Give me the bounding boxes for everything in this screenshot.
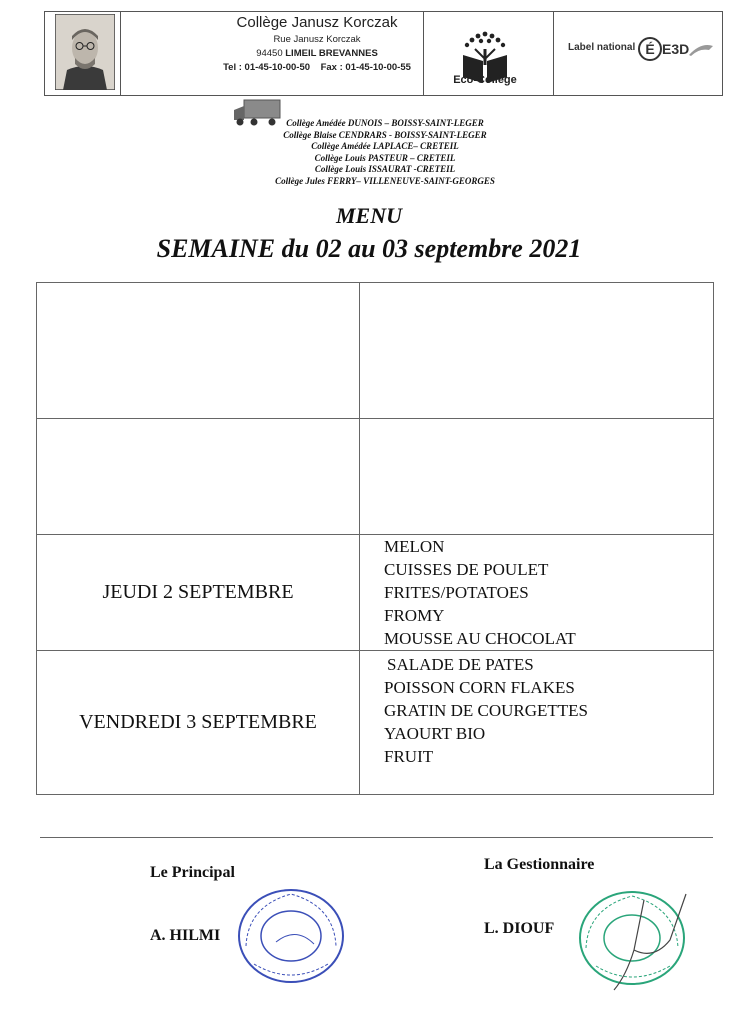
partner-colleges-list [200, 118, 570, 188]
menu-title: MENU [335, 203, 402, 228]
school-city-line [167, 48, 467, 59]
label-national-text: Label national [568, 42, 636, 53]
partner-college: Collège Amédée LAPLACE– CRETEIL [311, 141, 459, 152]
partner-college: Collège Louis ISSAURAT -CRETEIL [314, 164, 456, 175]
gestionnaire-stamp-icon [574, 880, 698, 998]
school-contact-line [167, 62, 467, 73]
gestionnaire-name: L. DIOUF [484, 920, 555, 937]
menu-items [360, 651, 714, 795]
divider [40, 837, 713, 838]
empty-cell [360, 283, 714, 419]
svg-text:É: É [645, 41, 655, 57]
partner-college: Collège Louis PASTEUR – CRETEIL [314, 152, 456, 163]
day-label: VENDREDI 3 SEPTEMBRE [37, 651, 360, 795]
empty-cell [360, 419, 714, 535]
school-name: Collège Janusz Korczak [236, 14, 398, 31]
week-title: SEMAINE du 02 au 03 septembre 2021 [156, 234, 582, 263]
menu-item: CUISSES DE POULET [384, 560, 549, 579]
menu-items [360, 535, 714, 651]
day-label: JEUDI 2 SEPTEMBRE [37, 535, 360, 651]
table-row [37, 651, 714, 795]
menu-item: FRITES/POTATOES [384, 583, 529, 602]
partner-college: Collège Blaise CENDRARS - BOISSY-SAINT-LEGER [283, 129, 487, 140]
menu-item: MOUSSE AU CHOCOLAT [384, 629, 576, 648]
gestionnaire-title: La Gestionnaire [484, 856, 595, 873]
eco-college-label: Eco-Collège [453, 74, 517, 86]
portrait-image [55, 14, 115, 90]
postcode: 94450 [256, 48, 283, 59]
school-street: Rue Janusz Korczak [273, 34, 361, 45]
table-row [37, 419, 714, 535]
menu-table [36, 282, 714, 795]
menu-item: FRUIT [384, 747, 434, 766]
menu-item: FROMY [384, 606, 445, 625]
menu-item: MELON [384, 537, 445, 556]
table-row [37, 535, 714, 651]
menu-item: GRATIN DE COURGETTES [384, 701, 588, 720]
principal-stamp-icon [236, 886, 346, 986]
principal-title: Le Principal [150, 864, 235, 881]
city: LIMEIL BREVANNES [285, 48, 378, 59]
principal-name: A. HILMI [150, 927, 221, 944]
letterhead [44, 11, 723, 96]
phone: Tel : 01-45-10-00-50 [223, 62, 311, 73]
e3d-logo-icon [637, 36, 717, 62]
e3d-logo-text: E3D [662, 41, 690, 57]
menu-item: POISSON CORN FLAKES [384, 678, 575, 697]
table-row [37, 283, 714, 419]
partner-college: Collège Jules FERRY– VILLENEUVE-SAINT-GEORGES [275, 175, 495, 186]
empty-cell [37, 419, 360, 535]
menu-item: SALADE DE PATES [387, 655, 534, 674]
menu-item: YAOURT BIO [384, 724, 486, 743]
fax: Fax : 01-45-10-00-55 [320, 62, 411, 73]
partner-college: Collège Amédée DUNOIS – BOISSY-SAINT-LEGER [286, 118, 484, 128]
empty-cell [37, 283, 360, 419]
